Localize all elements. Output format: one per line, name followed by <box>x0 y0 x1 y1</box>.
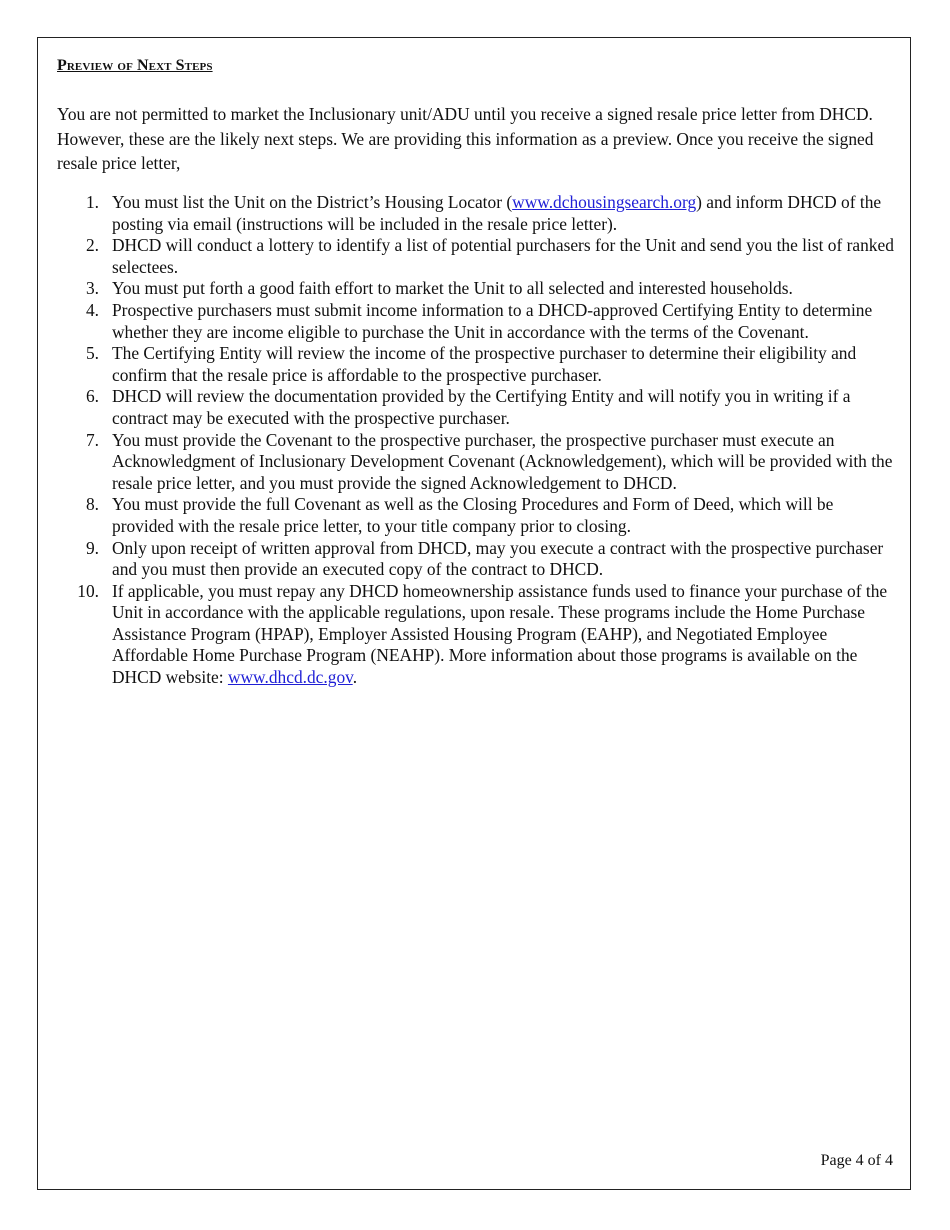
list-item <box>57 192 895 235</box>
list-item-number: 2. <box>85 235 99 256</box>
list-item-number: 9. <box>85 537 99 558</box>
list-item-text: You must provide the full Covenant as well as the Closing Procedures and Form of Deed, which will be provided with the resale price letter, to your title company prior to closing. <box>112 494 834 536</box>
section-heading: Preview of Next Steps <box>57 57 213 74</box>
list-item-number: 4. <box>85 299 99 320</box>
list-item <box>57 235 895 278</box>
list-item-text: You must put forth a good faith effort to market the Unit to all selected and interested households. <box>112 278 793 299</box>
list-item <box>57 581 895 689</box>
list-item-text: Only upon receipt of written approval from DHCD, may you execute a contract with the prospective purchaser and you must then provide an executed copy of the contract to DHCD. <box>112 537 884 580</box>
list-item-text: The Certifying Entity will review the income of the prospective purchaser to determine their eligibility and confirm that the resale price is affordable to the prospective purchaser. <box>112 343 857 385</box>
list-item <box>57 430 895 495</box>
list-item-text: ) and inform DHCD of the posting via email (instructions will be included in the resale price letter). <box>112 192 882 234</box>
list-item-text: DHCD will review the documentation provided by the Certifying Entity and will notify you in writing if a contract may be executed with the prospective purchaser. <box>112 386 851 428</box>
list-item-number: 8. <box>85 494 99 515</box>
list-item-number: 10. <box>77 580 99 601</box>
dhcd-website-link[interactable]: www.dhcd.dc.gov <box>227 667 353 688</box>
list-item-text: You must list the Unit on the District’s Housing Locator ( <box>112 192 513 212</box>
page-frame <box>37 37 911 1190</box>
list-item-text: You must provide the Covenant to the prospective purchaser, the prospective purchaser must execute an Acknowledgment of Inclusionary Development Covenant (Acknowledgement), which will be provided with the resale price letter, and you must provide the signed Acknowledgement to DHCD. <box>112 429 893 493</box>
page-number: Page 4 of 4 <box>820 1152 893 1169</box>
list-item-number: 5. <box>85 343 99 364</box>
list-item <box>57 494 895 537</box>
list-item-text: . <box>352 667 358 688</box>
list-item <box>57 538 895 581</box>
list-item-number: 1. <box>85 192 99 212</box>
next-steps-list <box>57 192 895 689</box>
list-item-text: Prospective purchasers must submit income information to a DHCD-approved Certifying Entity to determine whether they are income eligible to purchase the Unit in accordance with the terms of the Covenant. <box>112 299 873 342</box>
list-item-number: 6. <box>85 386 99 407</box>
list-item-text: DHCD will conduct a lottery to identify a list of potential purchasers for the Unit and send you the list of ranked selectees. <box>112 235 894 277</box>
list-item-text: If applicable, you must repay any DHCD homeownership assistance funds used to finance your purchase of the Unit in accordance with the applicable regulations, upon resale. These programs include the Home Purchase Assistance Program (HPAP), Employer Assisted Housing Program (EAHP), and Negotiated Employee Affordable Home Purchase Program (NEAHP). More information about those programs is available on the DHCD website: <box>112 580 888 688</box>
list-item <box>57 300 895 343</box>
intro-paragraph: You are not permitted to market the Inclusionary unit/ADU until you receive a signed resale price letter from DHCD. However, these are the likely next steps. We are providing this information as a preview. Once you receive the signed resale price letter, <box>57 104 874 173</box>
list-item <box>57 343 895 386</box>
list-item <box>57 386 895 429</box>
housing-locator-link[interactable]: www.dchousingsearch.org <box>512 192 697 212</box>
list-item-number: 3. <box>85 278 99 299</box>
list-item <box>57 278 895 300</box>
list-item-number: 7. <box>85 429 99 450</box>
